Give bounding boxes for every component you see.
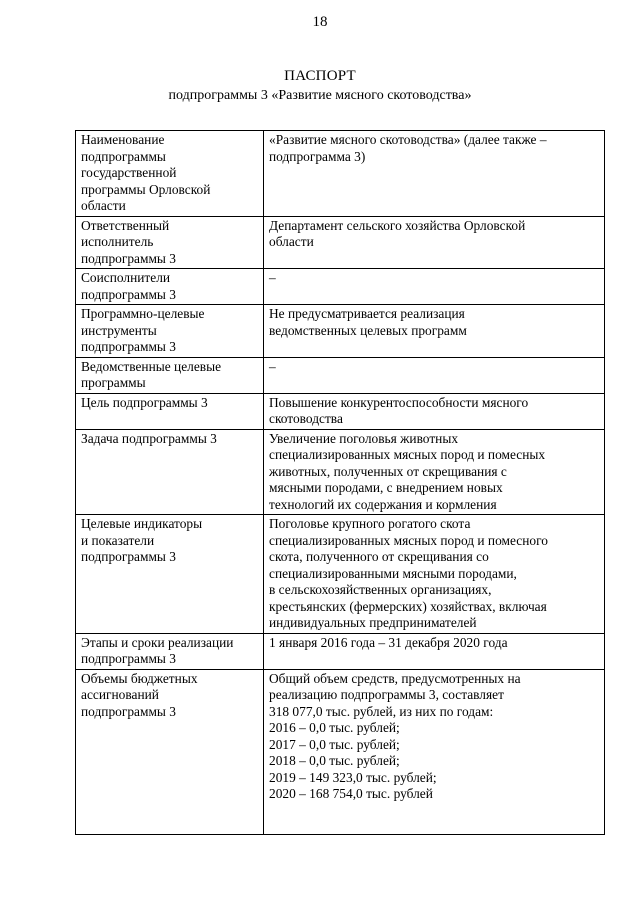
document-subtitle: подпрограммы 3 «Развитие мясного скотоводства» <box>168 88 472 103</box>
row-label-line: подпрограммы <box>81 148 166 164</box>
table-row <box>76 669 605 834</box>
row-label-line: Объемы бюджетных <box>81 670 198 686</box>
row-value-line: Не предусматривается реализация <box>269 306 465 321</box>
row-label-cell <box>76 633 264 669</box>
row-value-line: области <box>269 234 314 249</box>
row-label-line: программы Орловской <box>81 181 211 197</box>
row-label-line: Ведомственные целевые <box>81 358 222 374</box>
row-value-cell <box>264 633 605 669</box>
row-value-line: индивидуальных предпринимателей <box>269 615 477 630</box>
row-value-line: в сельскохозяйственных организациях, <box>269 582 492 597</box>
row-value-cell <box>264 393 605 429</box>
table-row <box>76 131 605 217</box>
row-label-line: Программно-целевые <box>81 306 205 321</box>
row-value-cell <box>264 669 605 834</box>
row-value-line: «Развитие мясного скотоводства» (далее также – <box>269 132 547 147</box>
row-value-line: 318 077,0 тыс. рублей, из них по годам: <box>269 703 494 719</box>
row-value-cell <box>264 357 605 393</box>
row-label-line: области <box>81 198 126 213</box>
row-value-cell <box>264 429 605 515</box>
row-value-line: подпрограмма 3) <box>269 148 366 164</box>
table-row <box>76 393 605 429</box>
row-value-line: 2018 – 0,0 тыс. рублей; <box>269 753 400 768</box>
row-label-cell <box>76 393 264 429</box>
row-label-cell <box>76 357 264 393</box>
row-value-cell <box>264 515 605 634</box>
row-value-cell <box>264 216 605 269</box>
row-label-cell <box>76 131 264 217</box>
row-label-cell <box>76 429 264 515</box>
row-value-cell <box>264 131 605 217</box>
row-label-line: исполнитель <box>81 234 154 249</box>
row-value-cell <box>264 269 605 305</box>
table-row <box>76 633 605 669</box>
row-label-line: Цель подпрограммы 3 <box>81 394 208 410</box>
row-label-line: государственной <box>81 165 177 180</box>
table-row <box>76 305 605 358</box>
row-value-line: мясными породами, с внедрением новых <box>269 480 503 495</box>
row-value-line: ведомственных целевых программ <box>269 322 467 338</box>
row-label-line: и показатели <box>81 532 155 548</box>
row-label-line: подпрограммы 3 <box>81 339 176 354</box>
row-label-cell <box>76 669 264 834</box>
row-label-line: Наименование <box>81 132 165 147</box>
row-label-line: подпрограммы 3 <box>81 651 176 666</box>
row-label-cell <box>76 305 264 358</box>
row-label-line: подпрограммы 3 <box>81 250 176 266</box>
table-row <box>76 429 605 515</box>
row-label-line: ассигнований <box>81 687 159 702</box>
row-label-line: Ответственный <box>81 217 170 233</box>
row-value-line: крестьянских (фермерских) хозяйствах, включая <box>269 598 547 614</box>
row-label-line: инструменты <box>81 322 157 338</box>
row-value-line: животных, полученных от скрещивания с <box>269 463 507 479</box>
row-value-line: скота, полученного от скрещивания со <box>269 549 489 564</box>
row-value-line: специализированных мясных пород и помесного <box>269 532 548 548</box>
row-value-line: 2019 – 149 323,0 тыс. рублей; <box>269 769 437 785</box>
passport-table-body <box>76 131 605 835</box>
row-value-line: специализированными мясными породами, <box>269 565 517 581</box>
table-row <box>76 515 605 634</box>
row-value-line: скотоводства <box>269 411 343 426</box>
row-label-line: подпрограммы 3 <box>81 703 176 719</box>
row-value-line: – <box>269 270 276 285</box>
row-value-cell <box>264 305 605 358</box>
row-value-line: – <box>269 358 276 374</box>
row-value-line: Общий объем средств, предусмотренных на <box>269 670 521 686</box>
row-label-line: Целевые индикаторы <box>81 516 203 531</box>
row-label-cell <box>76 515 264 634</box>
table-row <box>76 357 605 393</box>
row-label-line: Соисполнители <box>81 270 171 285</box>
table-row <box>76 216 605 269</box>
row-value-line: Повышение конкурентоспособности мясного <box>269 394 529 410</box>
row-value-line: 2017 – 0,0 тыс. рублей; <box>269 736 400 752</box>
row-value-line: технологий их содержания и кормления <box>269 496 497 512</box>
row-label-line: программы <box>81 375 146 390</box>
page-number: 18 <box>312 14 328 30</box>
row-value-line: специализированных мясных пород и помесных <box>269 447 546 462</box>
row-value-line: Департамент сельского хозяйства Орловской <box>269 217 526 233</box>
row-value-line: 2016 – 0,0 тыс. рублей; <box>269 720 400 735</box>
row-label-line: подпрограммы 3 <box>81 549 176 564</box>
row-value-line: 2020 – 168 754,0 тыс. рублей <box>269 786 433 801</box>
row-label-line: Этапы и сроки реализации <box>81 634 234 650</box>
document-title: ПАСПОРТ <box>284 68 356 84</box>
row-label-line: подпрограммы 3 <box>81 286 176 302</box>
passport-table <box>75 130 605 835</box>
row-value-line: реализацию подпрограммы 3, составляет <box>269 687 504 702</box>
row-label-cell <box>76 216 264 269</box>
row-label-line: Задача подпрограммы 3 <box>81 430 217 446</box>
row-value-line: 1 января 2016 года – 31 декабря 2020 года <box>269 634 508 650</box>
row-value-line: Поголовье крупного рогатого скота <box>269 516 471 531</box>
row-label-cell <box>76 269 264 305</box>
table-row <box>76 269 605 305</box>
row-value-line: Увеличение поголовья животных <box>269 430 459 446</box>
